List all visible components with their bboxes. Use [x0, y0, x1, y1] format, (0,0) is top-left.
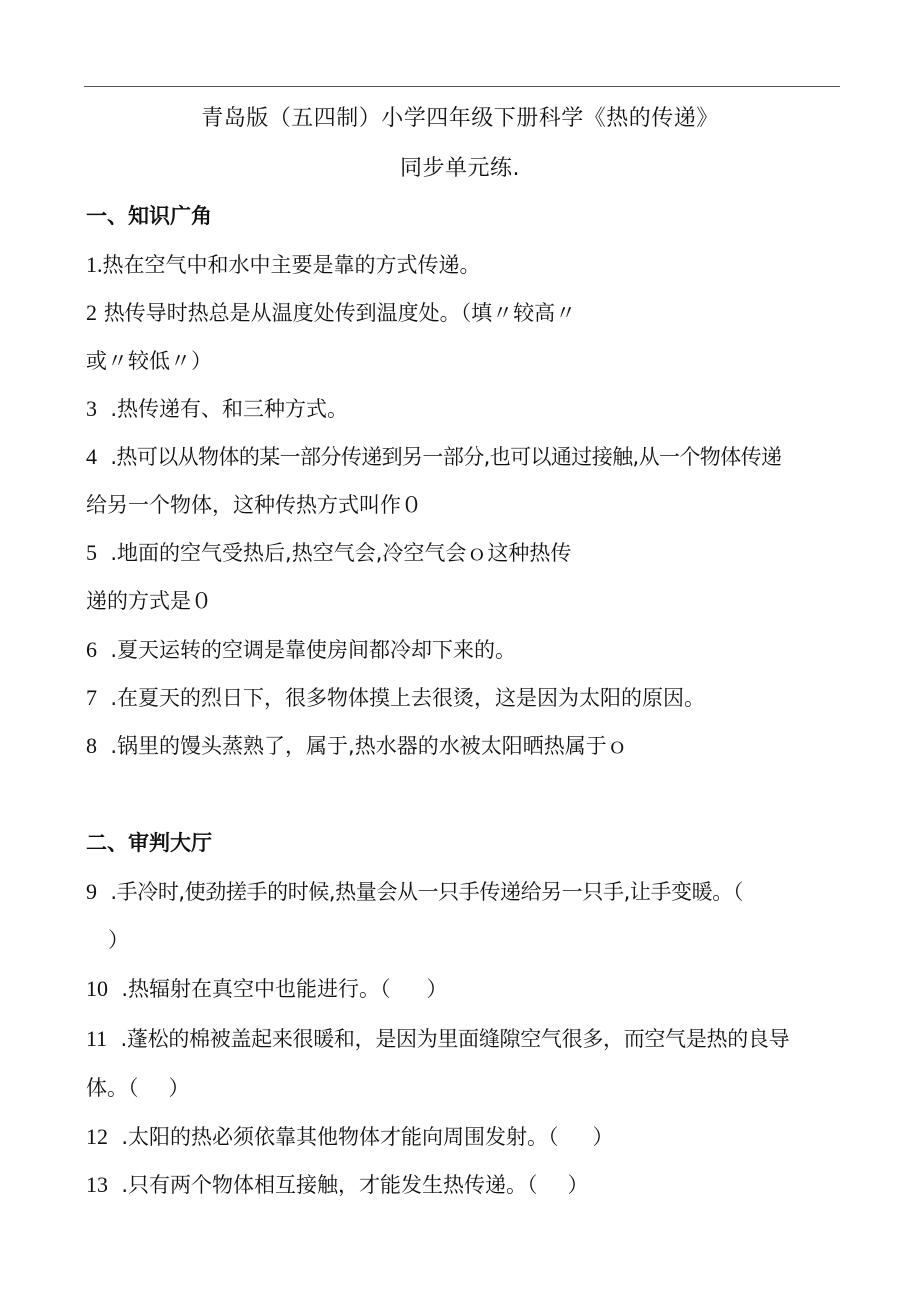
question-7 [86, 683, 705, 713]
question-text: .热辐射在真空中也能进行。（ [121, 977, 391, 1001]
question-6 [86, 635, 516, 665]
question-text: .蓬松的棉被盖起来很暖和，是因为里面缝隙空气很多，而空气是热的良导 [120, 1027, 790, 1051]
question-number: 3 [86, 396, 97, 421]
question-5 [86, 538, 571, 568]
question-12 [86, 1122, 614, 1152]
question-number: 2 [86, 300, 97, 325]
question-number: 9 [86, 879, 97, 904]
question-number: 12 [86, 1124, 108, 1149]
question-10 [86, 974, 448, 1004]
question-text: 热传导时热总是从温度处传到温度处。（填〃较高〃 [103, 301, 577, 325]
question-number: 8 [86, 733, 97, 758]
question-text: .热可以从物体的某一部分传递到另一部分,也可以通过接触,从一个物体传递 [110, 445, 782, 469]
question-13 [86, 1170, 589, 1200]
header-rule [84, 86, 840, 87]
question-4-continuation: 给另一个物体，这种传热方式叫作０ [86, 493, 422, 517]
question-number: 11 [86, 1026, 108, 1051]
question-number: 10 [86, 976, 108, 1001]
question-text: .太阳的热必须依靠其他物体才能向周围发射。（ [121, 1125, 559, 1149]
question-number: 4 [86, 444, 97, 469]
question-number: 7 [86, 685, 97, 710]
question-5-continuation: 递的方式是０ [86, 589, 212, 613]
question-number: 5 [86, 540, 97, 565]
answer-bracket-close: ） [592, 1125, 614, 1149]
question-number: 1. [86, 252, 103, 277]
question-text: .在夏天的烈日下，很多物体摸上去很烫，这是因为太阳的原因。 [110, 686, 706, 710]
question-8 [86, 731, 628, 761]
question-9-answer-bracket[interactable]: ） [108, 928, 129, 952]
question-2-continuation: 或〃较低〃） [86, 349, 212, 373]
question-number: 6 [86, 637, 97, 662]
question-9 [86, 877, 743, 907]
question-11-continuation [86, 1073, 190, 1103]
answer-bracket-close: ） [426, 977, 448, 1001]
question-text: .锅里的馒头蒸熟了，属于,热水器的水被太阳晒热属于ｏ [110, 734, 628, 758]
question-text: .地面的空气受热后,热空气会,冷空气会ｏ这种热传 [110, 541, 572, 565]
question-1 [86, 250, 481, 280]
question-text: 体。（ [86, 1076, 139, 1100]
question-number: 13 [86, 1172, 108, 1197]
document-title: 青岛版（五四制）小学四年级下册科学《热的传递》 [201, 106, 719, 131]
question-11 [86, 1024, 789, 1054]
document-subtitle: 同步单元练. [400, 156, 520, 181]
question-3 [86, 394, 348, 424]
question-text: .热传递有、和三种方式。 [110, 397, 349, 421]
section-heading-judgement: 二、审判大厅 [86, 831, 212, 855]
question-text: .只有两个物体相互接触，才能发生热传递。（ [121, 1173, 538, 1197]
question-4 [86, 442, 781, 472]
question-2 [86, 298, 576, 328]
question-text: .夏天运转的空调是靠使房间都冷却下来的。 [110, 638, 517, 662]
question-text: .手冷时,使劲搓手的时候,热量会从一只手传递给另一只手,让手变暖。（ [110, 880, 743, 904]
answer-bracket-close: ） [168, 1076, 190, 1100]
question-text: 热在空气中和水中主要是靠的方式传递。 [102, 253, 481, 277]
section-heading-knowledge: 一、知识广角 [86, 204, 212, 228]
answer-bracket-close: ） [567, 1173, 589, 1197]
